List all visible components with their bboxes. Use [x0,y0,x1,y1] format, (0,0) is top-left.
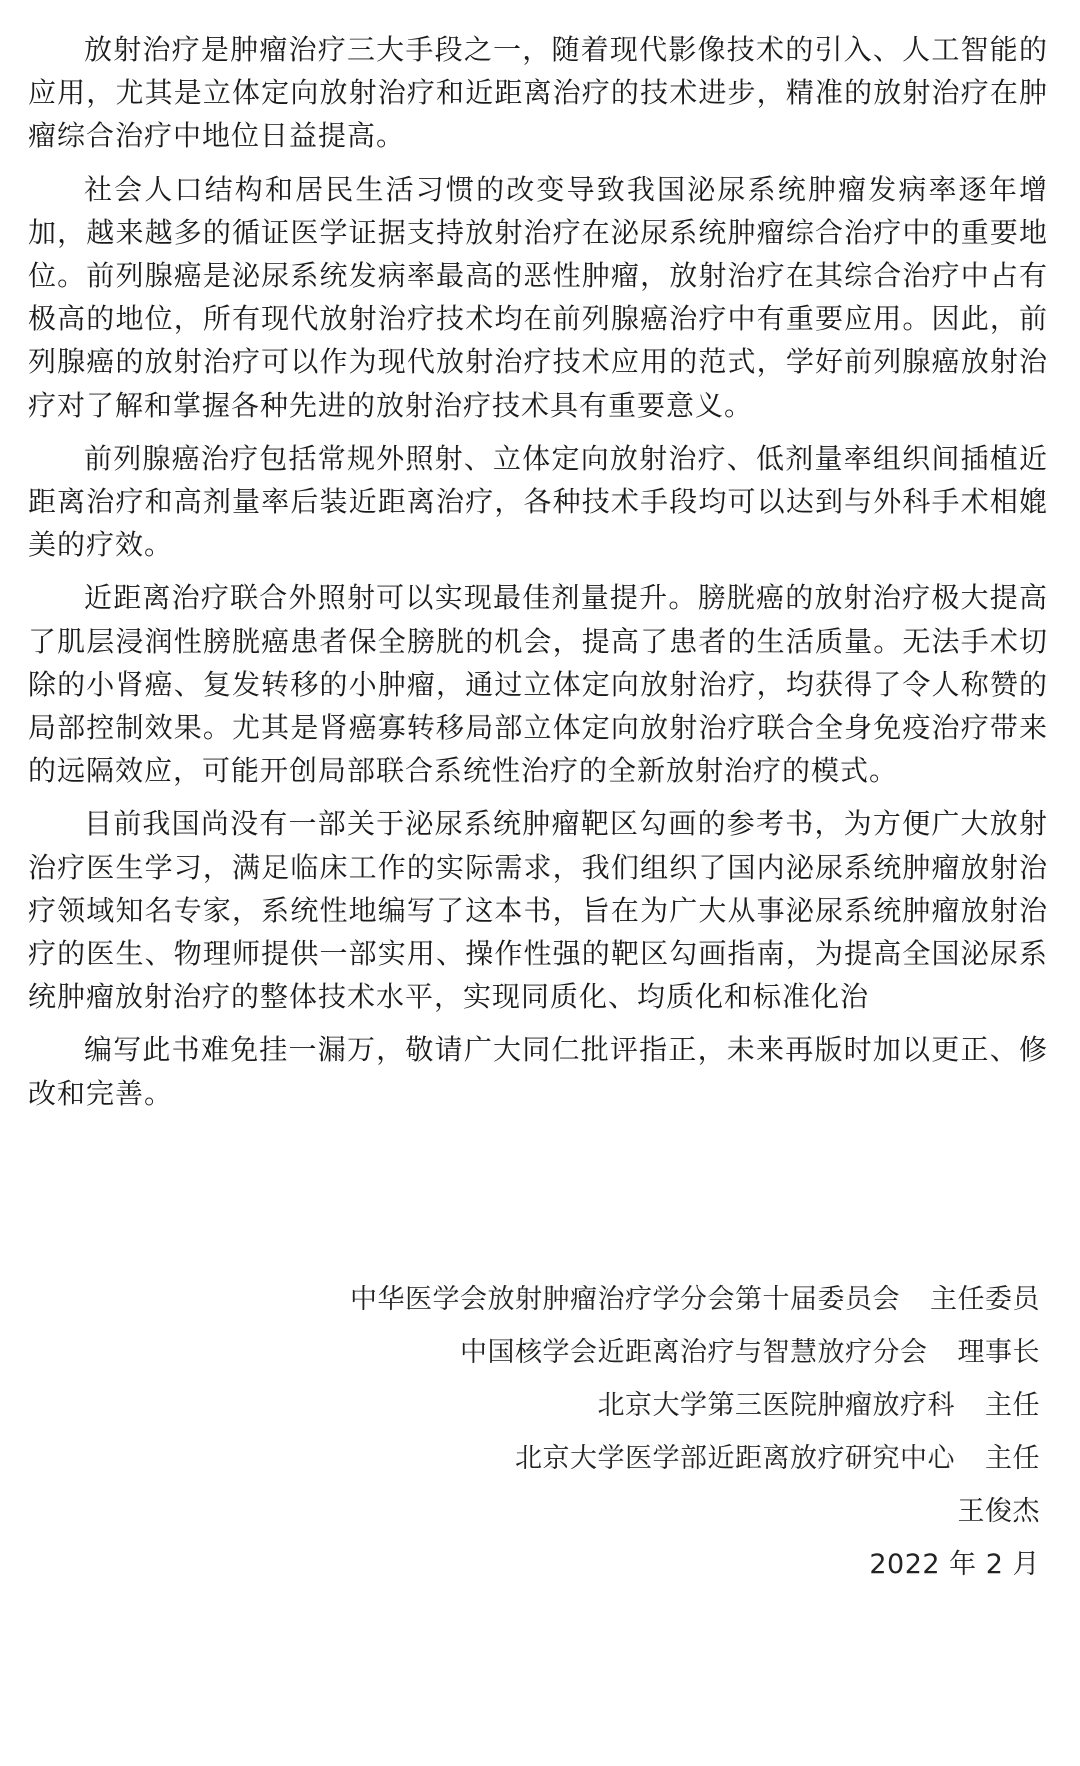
affiliation-line [350,1379,1040,1432]
affiliation-org: 北京大学医学部近距离放疗研究中心 [515,1443,955,1474]
affiliation-role: 主任 [985,1390,1040,1421]
affiliation-line [350,1432,1040,1485]
paragraph-4: 近距离治疗联合外照射可以实现最佳剂量提升。膀胱癌的放射治疗极大提高了肌层浸润性膀胱癌患者保全膀胱的机会，提高了患者的生活质量。无法手术切除的小肾癌、复发转移的小肿瘤，通过立体定向放射治疗，均获得了令人称赞的局部控制效果。尤其是肾癌寡转移局部立体定向放射治疗联合全身免疫治疗带来的远隔效应，可能开创局部联合系统性治疗的全新放射治疗的模式。 [28,581,1048,788]
signature-block [350,1273,1040,1591]
paragraph-2: 社会人口结构和居民生活习惯的改变导致我国泌尿系统肿瘤发病率逐年增加，越来越多的循证医学证据支持放射治疗在泌尿系统肿瘤综合治疗中的重要地位。前列腺癌是泌尿系统发病率最高的恶性肿瘤，放射治疗在其综合治疗中占有极高的地位，所有现代放射治疗技术均在前列腺癌治疗中有重要应用。因此，前列腺癌的放射治疗可以作为现代放射治疗技术应用的范式，学好前列腺癌放射治疗对了解和掌握各种先进的放射治疗技术具有重要意义。 [28,172,1048,422]
paragraph-6: 编写此书难免挂一漏万，敬请广大同仁批评指正，未来再版时加以更正、修改和完善。 [28,1033,1048,1110]
affiliation-org: 中国核学会近距离治疗与智慧放疗分会 [460,1337,928,1368]
affiliation-org: 中华医学会放射肿瘤治疗学分会第十届委员会 [350,1284,900,1315]
affiliation-line [350,1273,1040,1326]
affiliation-role: 主任委员 [930,1284,1040,1315]
author-name: 王俊杰 [957,1496,1040,1527]
signature-date: 2022 年 2 月 [869,1549,1040,1580]
affiliation-org: 北京大学第三医院肿瘤放疗科 [597,1390,955,1421]
affiliation-role: 理事长 [957,1337,1040,1368]
paragraph-5: 目前我国尚没有一部关于泌尿系统肿瘤靶区勾画的参考书，为方便广大放射治疗医生学习，满足临床工作的实际需求，我们组织了国内泌尿系统肿瘤放射治疗领域知名专家，系统性地编写了这本书，旨在为广大从事泌尿系统肿瘤放射治疗的医生、物理师提供一部实用、操作性强的靶区勾画指南，为提高全国泌尿系统肿瘤放射治疗的整体技术水平，实现同质化、均质化和标准化治 [28,807,1048,1014]
affiliation-role: 主任 [985,1443,1040,1474]
preface-body [28,28,1048,1115]
paragraph-3: 前列腺癌治疗包括常规外照射、立体定向放射治疗、低剂量率组织间插植近距离治疗和高剂量率后装近距离治疗，各种技术手段均可以达到与外科手术相媲美的疗效。 [28,441,1048,562]
paragraph-1: 放射治疗是肿瘤治疗三大手段之一，随着现代影像技术的引入、人工智能的应用，尤其是立体定向放射治疗和近距离治疗的技术进步，精准的放射治疗在肿瘤综合治疗中地位日益提高。 [28,33,1048,153]
preface-page [28,28,1048,1738]
affiliation-line [350,1326,1040,1379]
